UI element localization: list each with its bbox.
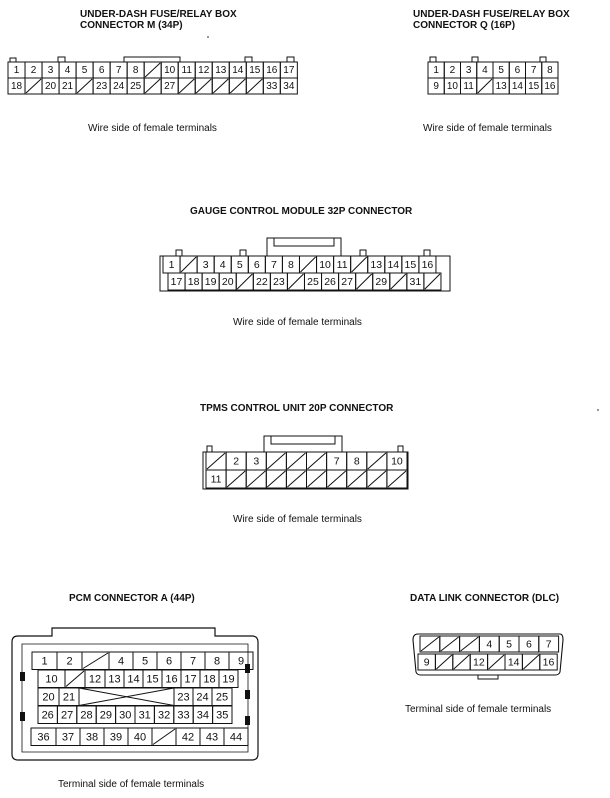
pcm-terminal-label: 21 xyxy=(62,691,76,704)
pcm-terminal-label: 24 xyxy=(196,691,209,704)
m-terminal-label: 34 xyxy=(283,81,295,92)
tpms-connector-lock xyxy=(264,436,342,452)
gauge-terminal-label: 26 xyxy=(324,276,336,288)
m-terminal-label: 18 xyxy=(10,81,23,92)
pcm-terminal-label: 9 xyxy=(237,655,245,668)
pcm-terminal-label: 32 xyxy=(157,709,171,722)
pcm-terminal-label: 8 xyxy=(213,655,221,668)
gauge-terminal-label: 6 xyxy=(253,259,260,271)
pcm-terminal-label: 17 xyxy=(184,673,197,686)
dlc-terminal-label: 4 xyxy=(486,638,493,651)
gauge-terminal-label: 14 xyxy=(387,259,400,271)
pcm-connector-key xyxy=(20,712,25,721)
tpms-empty-slot-mark xyxy=(267,471,285,487)
tpms-connector-latch xyxy=(207,446,403,452)
connector-m-latch xyxy=(10,57,294,62)
pcm-connector-key xyxy=(245,664,250,673)
gauge-terminal-label: 23 xyxy=(273,276,285,288)
m-terminal-label: 8 xyxy=(132,65,139,76)
gauge-terminal-label: 22 xyxy=(255,276,268,288)
tpms-terminal-label: 8 xyxy=(353,455,360,468)
gauge-terminal-label: 11 xyxy=(336,259,348,271)
m-terminal-label: 23 xyxy=(96,81,108,92)
dlc-terminal-label: 12 xyxy=(473,656,485,669)
pcm-terminal-label: 12 xyxy=(88,673,102,686)
gauge-terminal-label: 19 xyxy=(204,276,217,288)
m-terminal-label: 33 xyxy=(266,81,278,92)
gauge-terminal-label: 27 xyxy=(341,276,353,288)
tpms-connector-caption: Wire side of female terminals xyxy=(233,514,362,525)
tpms-empty-slot-mark xyxy=(308,471,326,487)
pcm-terminal-label: 25 xyxy=(215,691,229,704)
pcm-terminal-label: 18 xyxy=(203,673,216,686)
m-empty-slot-mark xyxy=(179,79,194,93)
tpms-empty-slot-mark xyxy=(287,453,305,469)
gauge-terminal-label: 29 xyxy=(375,276,388,288)
pcm-terminal-label: 40 xyxy=(133,731,147,744)
m-terminal-label: 27 xyxy=(164,81,176,92)
dlc-caption: Terminal side of female terminals xyxy=(405,704,552,715)
gauge-empty-slot-mark xyxy=(300,257,315,272)
gauge-terminal-label: 8 xyxy=(288,259,294,271)
q-terminal-label: 11 xyxy=(463,81,474,92)
m-terminal-label: 12 xyxy=(198,65,210,76)
gauge-terminal-label: 3 xyxy=(202,259,209,271)
m-empty-slot-mark xyxy=(145,79,160,93)
q-terminal-label: 15 xyxy=(528,81,540,92)
tpms-terminal-label: 10 xyxy=(391,455,403,468)
m-empty-slot-mark xyxy=(213,79,228,93)
q-terminal-label: 14 xyxy=(511,81,523,92)
connector-m-tab xyxy=(124,57,180,62)
q-terminal-label: 13 xyxy=(495,81,507,92)
pcm-terminal-label: 33 xyxy=(177,709,190,722)
gauge-terminal-label: 31 xyxy=(409,276,422,288)
m-terminal-label: 25 xyxy=(130,81,142,92)
gauge-empty-slot-mark xyxy=(391,274,406,289)
tpms-empty-slot-mark xyxy=(207,453,225,469)
connector-m-title: UNDER-DASH FUSE/RELAY BOX CONNECTOR M (34P) xyxy=(80,9,237,31)
m-terminal-label: 3 xyxy=(47,65,54,76)
gauge-empty-slot-mark xyxy=(181,257,196,272)
pcm-terminal-label: 2 xyxy=(66,655,73,668)
gauge-terminal-label: 20 xyxy=(221,276,234,288)
tpms-empty-slot-mark xyxy=(328,471,346,487)
q-terminal-label: 8 xyxy=(547,65,553,76)
m-terminal-label: 14 xyxy=(232,65,244,76)
m-terminal-label: 11 xyxy=(181,65,192,76)
pcm-terminal-label: 38 xyxy=(85,731,99,744)
m-terminal-label: 21 xyxy=(62,81,74,92)
gauge-terminal-label: 16 xyxy=(421,259,434,271)
tpms-empty-slot-mark xyxy=(247,471,265,487)
pcm-terminal-label: 37 xyxy=(61,731,75,744)
pcm-empty-slot-mark xyxy=(83,653,108,669)
tpms-empty-slot-mark xyxy=(308,453,326,469)
q-terminal-label: 4 xyxy=(482,65,488,76)
pcm-terminal-label: 42 xyxy=(181,731,195,744)
q-empty-slot-mark xyxy=(478,79,492,93)
pcm-terminal-label: 10 xyxy=(45,673,58,686)
m-empty-slot-mark xyxy=(230,79,245,93)
gauge-terminal-label: 15 xyxy=(404,259,417,271)
pcm-terminal-label: 20 xyxy=(42,691,55,704)
tpms-terminal-label: 7 xyxy=(333,455,340,468)
q-terminal-label: 3 xyxy=(465,65,472,76)
m-empty-slot-mark xyxy=(26,79,41,93)
tpms-connector-title: TPMS CONTROL UNIT 20P CONNECTOR xyxy=(200,403,394,414)
m-empty-slot-mark xyxy=(77,79,92,93)
pcm-connector-key xyxy=(245,690,250,699)
pcm-terminal-label: 19 xyxy=(222,673,235,686)
connector-q-title: UNDER-DASH FUSE/RELAY BOX CONNECTOR Q (16P) xyxy=(413,9,570,31)
m-terminal-label: 6 xyxy=(98,65,105,76)
m-terminal-label: 7 xyxy=(115,65,122,76)
tpms-empty-slot-mark xyxy=(287,471,305,487)
gauge-empty-slot-mark xyxy=(237,274,252,289)
gauge-terminal-label: 25 xyxy=(307,276,319,288)
q-terminal-label: 16 xyxy=(544,81,556,92)
m-empty-slot-mark xyxy=(196,79,211,93)
pcm-terminal-label: 44 xyxy=(229,731,243,744)
pcm-terminal-label: 7 xyxy=(189,655,197,668)
gauge-empty-slot-mark xyxy=(357,274,372,289)
pcm-terminal-label: 28 xyxy=(80,709,93,722)
m-terminal-label: 16 xyxy=(266,65,278,76)
dlc-empty-slot-mark xyxy=(489,655,504,669)
q-terminal-label: 7 xyxy=(530,65,537,76)
m-terminal-label: 15 xyxy=(249,65,261,76)
pcm-empty-slot-mark xyxy=(153,729,175,745)
tpms-empty-slot-mark xyxy=(368,453,386,469)
m-empty-slot-mark xyxy=(247,79,262,93)
pcm-terminal-label: 4 xyxy=(117,655,125,668)
pcm-terminal-label: 6 xyxy=(165,655,173,668)
q-terminal-label: 6 xyxy=(514,65,521,76)
pcm-terminal-label: 16 xyxy=(165,673,178,686)
tpms-empty-slot-mark xyxy=(227,471,245,487)
pcm-terminal-label: 36 xyxy=(37,731,50,744)
pcm-terminal-label: 13 xyxy=(108,673,121,686)
dlc-terminal-label: 9 xyxy=(423,656,430,669)
pcm-connector-key xyxy=(245,716,250,725)
tpms-terminal-label: 11 xyxy=(210,473,222,486)
pcm-terminal-label: 31 xyxy=(138,709,151,722)
dlc-tab xyxy=(478,675,498,679)
terminal-grid xyxy=(8,62,559,746)
gauge-terminal-label: 1 xyxy=(168,259,175,271)
gauge-terminal-label: 7 xyxy=(270,259,277,271)
dlc-terminal-label: 6 xyxy=(525,638,532,651)
gauge-connector-latch xyxy=(176,250,430,256)
m-terminal-label: 4 xyxy=(64,65,71,76)
pcm-connector-title: PCM CONNECTOR A (44P) xyxy=(69,593,195,604)
dlc-empty-slot-mark xyxy=(421,637,439,651)
gauge-empty-slot-mark xyxy=(425,274,440,289)
pcm-empty-slot-mark xyxy=(66,671,84,687)
q-terminal-label: 5 xyxy=(498,65,504,76)
dlc-empty-slot-mark xyxy=(454,655,469,669)
dlc-empty-slot-mark xyxy=(461,637,479,651)
tpms-empty-slot-mark xyxy=(388,471,406,487)
m-terminal-label: 5 xyxy=(81,65,88,76)
pcm-terminal-label: 15 xyxy=(146,673,159,686)
pcm-terminal-label: 35 xyxy=(216,709,229,722)
tpms-empty-slot-mark xyxy=(267,453,285,469)
gauge-terminal-label: 13 xyxy=(370,259,383,271)
m-terminal-label: 10 xyxy=(164,65,176,76)
pcm-terminal-label: 39 xyxy=(109,731,123,744)
dlc-terminal-label: 5 xyxy=(506,638,513,651)
pcm-terminal-label: 5 xyxy=(141,655,149,668)
tpms-terminal-label: 3 xyxy=(253,455,260,468)
gauge-terminal-label: 18 xyxy=(187,276,200,288)
gauge-connector-lock xyxy=(267,238,341,256)
pcm-terminal-label: 30 xyxy=(119,709,132,722)
dlc-terminal-label: 14 xyxy=(507,656,520,669)
m-terminal-label: 24 xyxy=(113,81,125,92)
pcm-terminal-label: 34 xyxy=(196,709,210,722)
pcm-terminal-label: 43 xyxy=(205,731,219,744)
gauge-connector-title: GAUGE CONTROL MODULE 32P CONNECTOR xyxy=(190,206,413,217)
m-terminal-label: 13 xyxy=(215,65,227,76)
dlc-empty-slot-mark xyxy=(523,655,538,669)
gauge-terminal-label: 17 xyxy=(170,276,183,288)
gauge-connector-caption: Wire side of female terminals xyxy=(233,317,362,328)
q-terminal-label: 10 xyxy=(446,81,458,92)
connector-q-latch xyxy=(430,57,546,62)
dlc-terminal-label: 7 xyxy=(545,638,552,651)
dlc-terminal-label: 16 xyxy=(542,656,555,669)
pcm-terminal-label: 23 xyxy=(177,691,190,704)
dlc-empty-slot-mark xyxy=(436,655,451,669)
tpms-empty-slot-mark xyxy=(348,471,366,487)
gauge-terminal-label: 5 xyxy=(236,259,243,271)
gauge-terminal-label: 10 xyxy=(319,259,331,271)
dlc-empty-slot-mark xyxy=(441,637,459,651)
gauge-empty-slot-mark xyxy=(288,274,303,289)
q-terminal-label: 2 xyxy=(449,65,456,76)
m-terminal-label: 20 xyxy=(44,81,57,92)
pcm-terminal-label: 14 xyxy=(127,673,140,686)
pcm-terminal-label: 27 xyxy=(60,709,74,722)
pcm-terminal-label: 1 xyxy=(41,655,48,668)
gauge-terminal-label: 4 xyxy=(219,259,226,271)
m-empty-slot-mark xyxy=(145,63,160,77)
tpms-terminal-label: 2 xyxy=(233,455,240,468)
pcm-terminal-label: 29 xyxy=(99,709,113,722)
m-terminal-label: 17 xyxy=(283,65,295,76)
pcm-connector-key xyxy=(20,672,25,681)
connector-q-caption: Wire side of female terminals xyxy=(423,123,552,134)
dlc-title: DATA LINK CONNECTOR (DLC) xyxy=(410,593,560,604)
m-terminal-label: 2 xyxy=(30,65,37,76)
q-terminal-label: 1 xyxy=(433,65,439,76)
pcm-terminal-label: 26 xyxy=(41,709,54,722)
tpms-empty-slot-mark xyxy=(368,471,386,487)
q-terminal-label: 9 xyxy=(433,81,439,92)
pcm-connector-caption: Terminal side of female terminals xyxy=(58,779,205,790)
gauge-empty-slot-mark xyxy=(352,257,367,272)
connector-m-caption: Wire side of female terminals xyxy=(88,123,217,134)
m-terminal-label: 1 xyxy=(13,65,20,76)
